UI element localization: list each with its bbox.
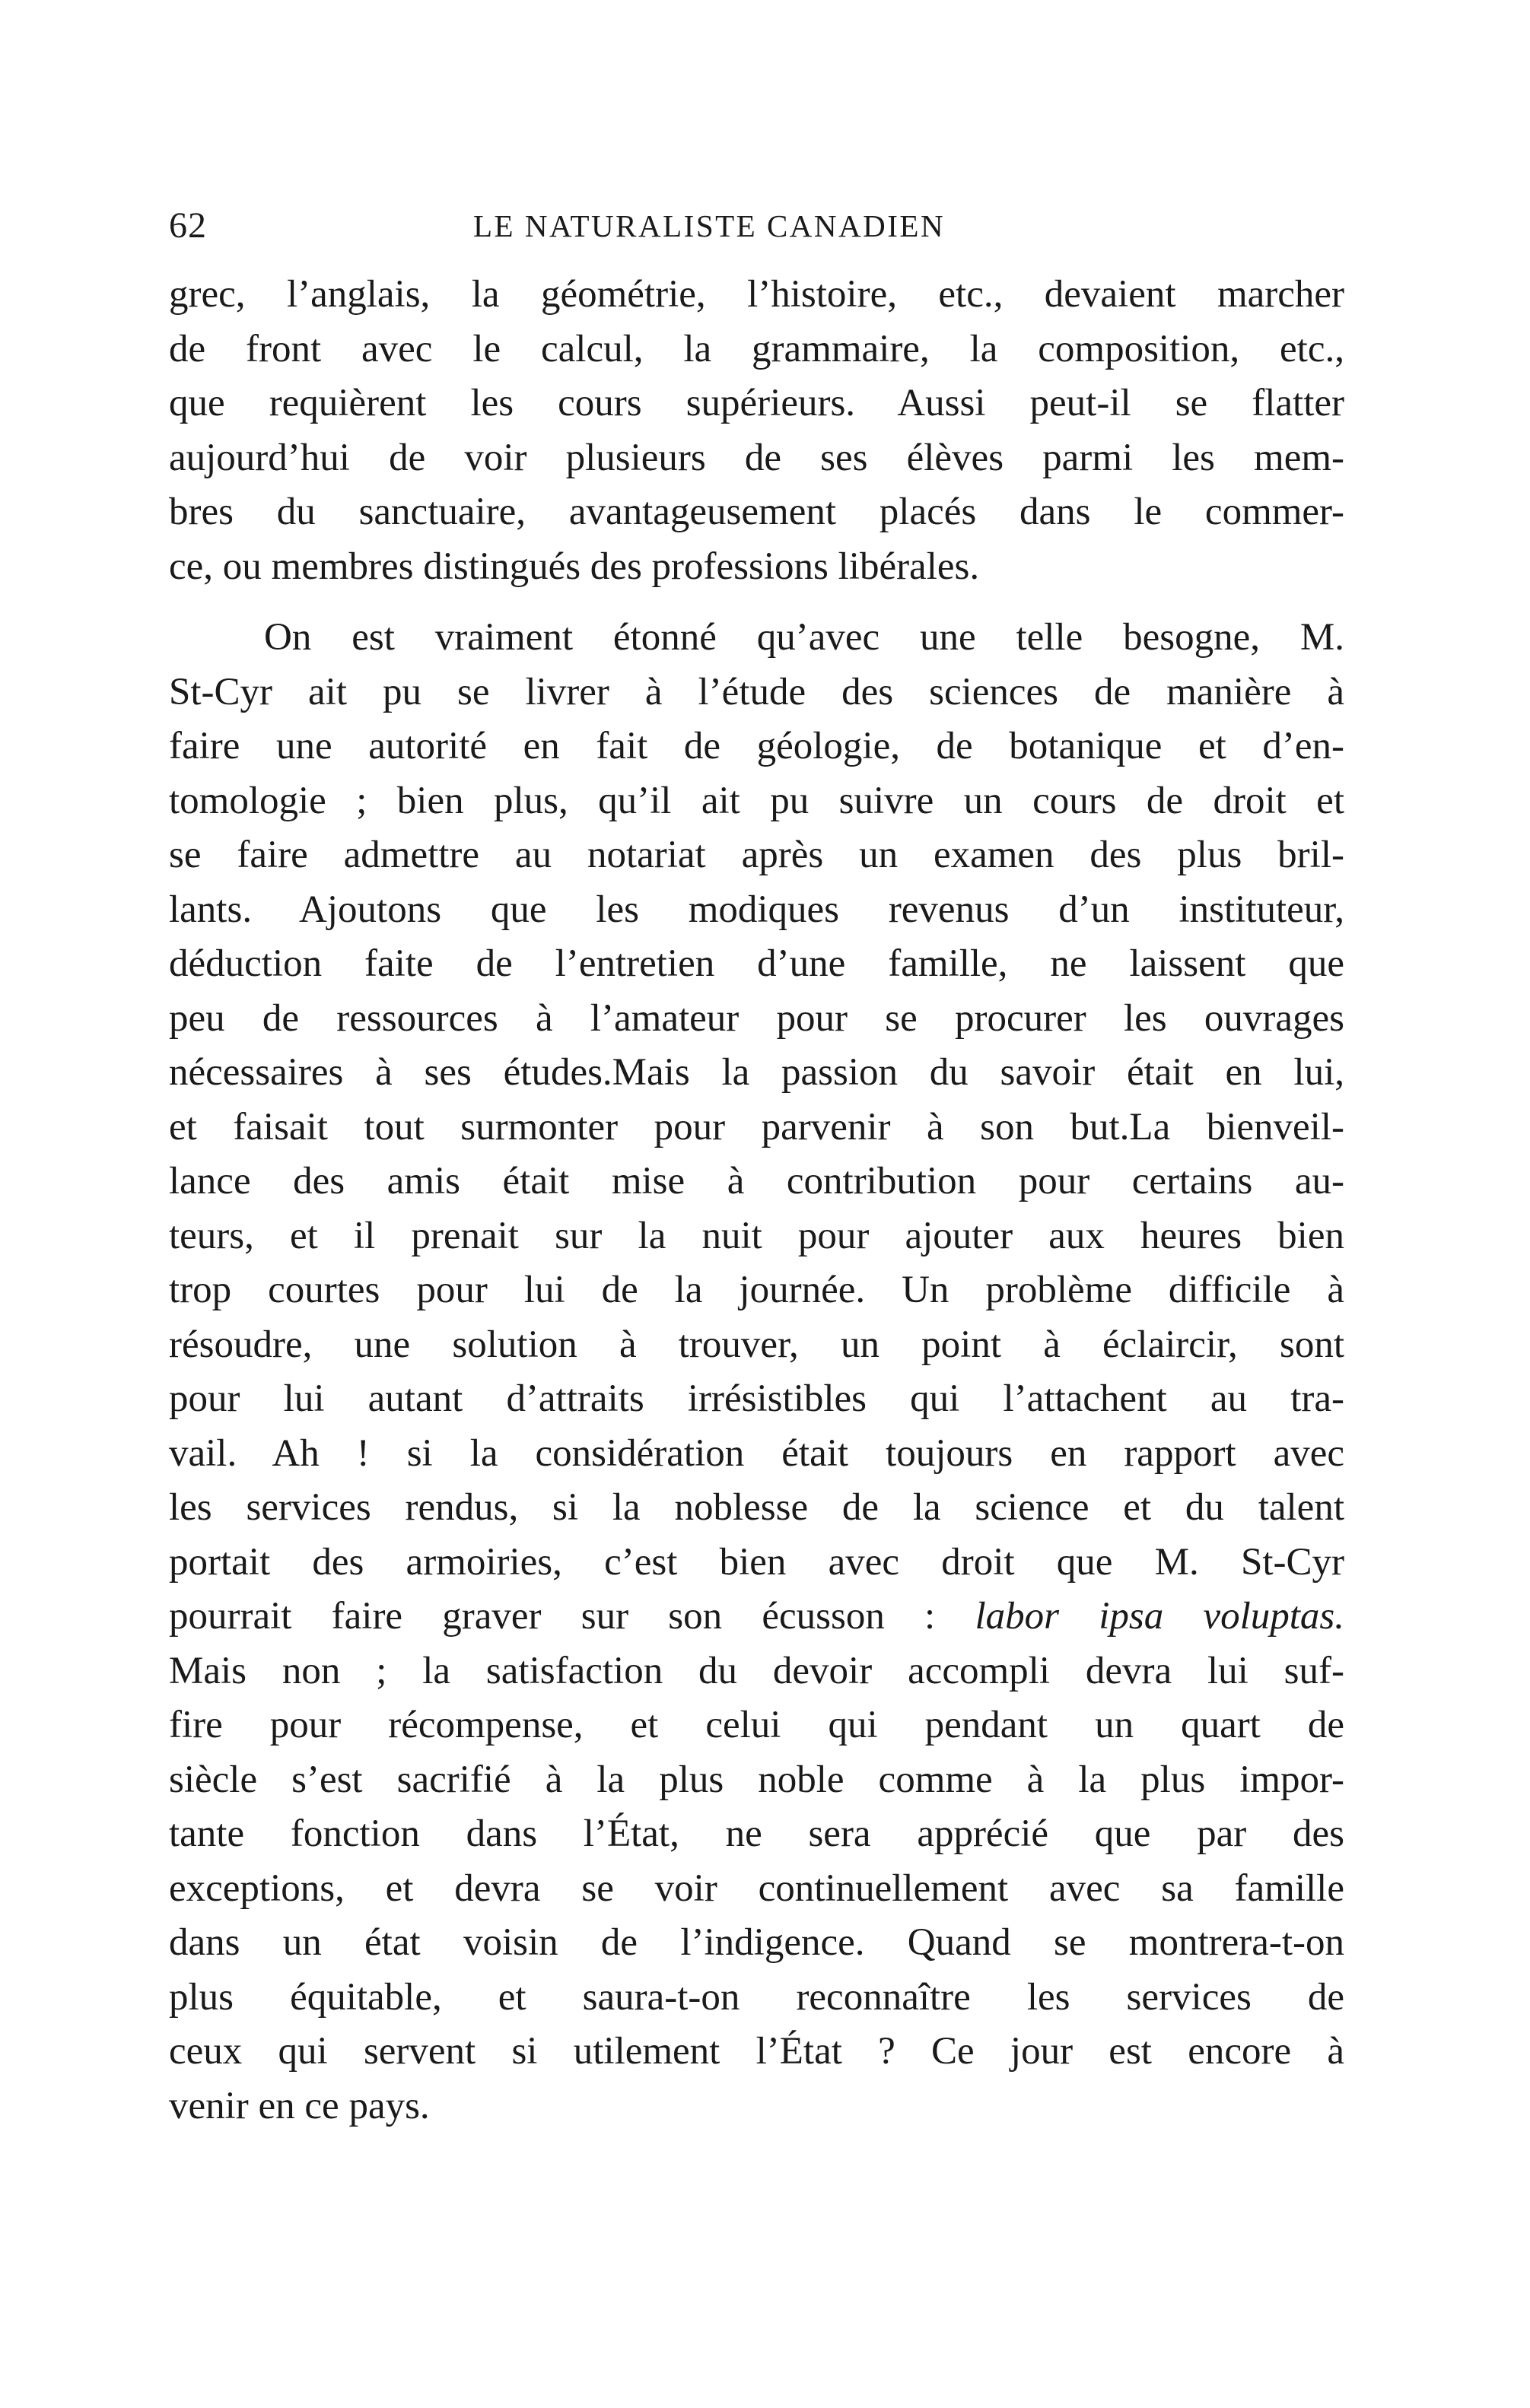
latin-motto: labor ipsa voluptas. [975,1595,1344,1638]
text-line: résoudre, une solution à trouver, un point à éclaircir, sont [169,1323,1344,1366]
body-text [169,268,1344,2133]
text-line: aujourd’hui de voir plusieurs de ses élèves parmi les mem- [169,436,1344,479]
text-line: On est vraiment étonné qu’avec une telle besogne, M. [264,616,1344,659]
text-line: Mais non ; la satisfaction du devoir accompli devra lui suf- [169,1649,1344,1692]
text-line: fire pour récompense, et celui qui pendant un quart de [169,1704,1344,1746]
paragraph [169,611,1344,2133]
text-line: que requièrent les cours supérieurs. Aussi peut-il se flatter [169,382,1344,424]
text-line: teurs, et il prenait sur la nuit pour ajouter aux heures bien [169,1214,1344,1257]
text-line: pour lui autant d’attraits irrésistibles qui l’attachent au tra- [169,1377,1344,1420]
page-header [169,199,1341,253]
motto-line-prefix: pourrait faire graver sur son écusson : [169,1595,975,1638]
text-line: dans un état voisin de l’indigence. Quand se montrera-t-on [169,1921,1344,1964]
text-line: déduction faite de l’entretien d’une famille, ne laissent que [169,942,1344,985]
text-line: les services rendus, si la noblesse de la science et du talent [169,1486,1344,1529]
text-line: ce, ou membres distingués des professions libérales. [169,545,980,588]
text-line: vail. Ah ! si la considération était toujours en rapport avec [169,1431,1344,1475]
page-number: 62 [169,205,207,246]
text-line: siècle s’est sacrifié à la plus noble comme à la plus impor- [169,1758,1344,1801]
text-line: ceux qui servent si utilement l’État ? Ce jour est encore à [169,2030,1344,2073]
running-head: LE NATURALISTE CANADIEN [473,208,946,243]
text-line: tante fonction dans l’État, ne sera apprécié que par des [169,1812,1344,1855]
text-line: grec, l’anglais, la géométrie, l’histoire, etc., devaient marcher [169,273,1344,316]
text-line: lance des amis était mise à contribution pour certains au- [169,1160,1344,1202]
text-line: se faire admettre au notariat après un examen des plus bril- [169,834,1344,876]
text-line: peu de ressources à l’amateur pour se procurer les ouvrages [169,996,1344,1040]
text-line: nécessaires à ses études.Mais la passion du savoir était en lui, [169,1051,1344,1094]
text-line: exceptions, et devra se voir continuellement avec sa famille [169,1866,1344,1910]
text-line: trop courtes pour lui de la journée. Un problème difficile à [169,1269,1344,1311]
text-line: et faisait tout surmonter pour parvenir à son but.La bienveil- [169,1105,1344,1148]
text-line: tomologie ; bien plus, qu’il ait pu suivre un cours de droit et [169,779,1344,822]
text-line: St-Cyr ait pu se livrer à l’étude des sciences de manière à [169,670,1344,713]
text-line: plus équitable, et saura-t-on reconnaître les services de [169,1975,1344,2019]
paragraph-gap [169,594,1344,611]
text-line: bres du sanctuaire, avantageusement placés dans le commer- [169,491,1344,533]
text-line: venir en ce pays. [169,2084,430,2127]
text-line: portait des armoiries, c’est bien avec droit que M. St-Cyr [169,1540,1344,1584]
motto-line [169,1590,1344,1644]
paragraph [169,268,1344,594]
text-line: lants. Ajoutons que les modiques revenus d’un instituteur, [169,888,1344,931]
text-line: faire une autorité en fait de géologie, de botanique et d’en- [169,725,1344,767]
text-line: de front avec le calcul, la grammaire, la composition, etc., [169,327,1344,370]
